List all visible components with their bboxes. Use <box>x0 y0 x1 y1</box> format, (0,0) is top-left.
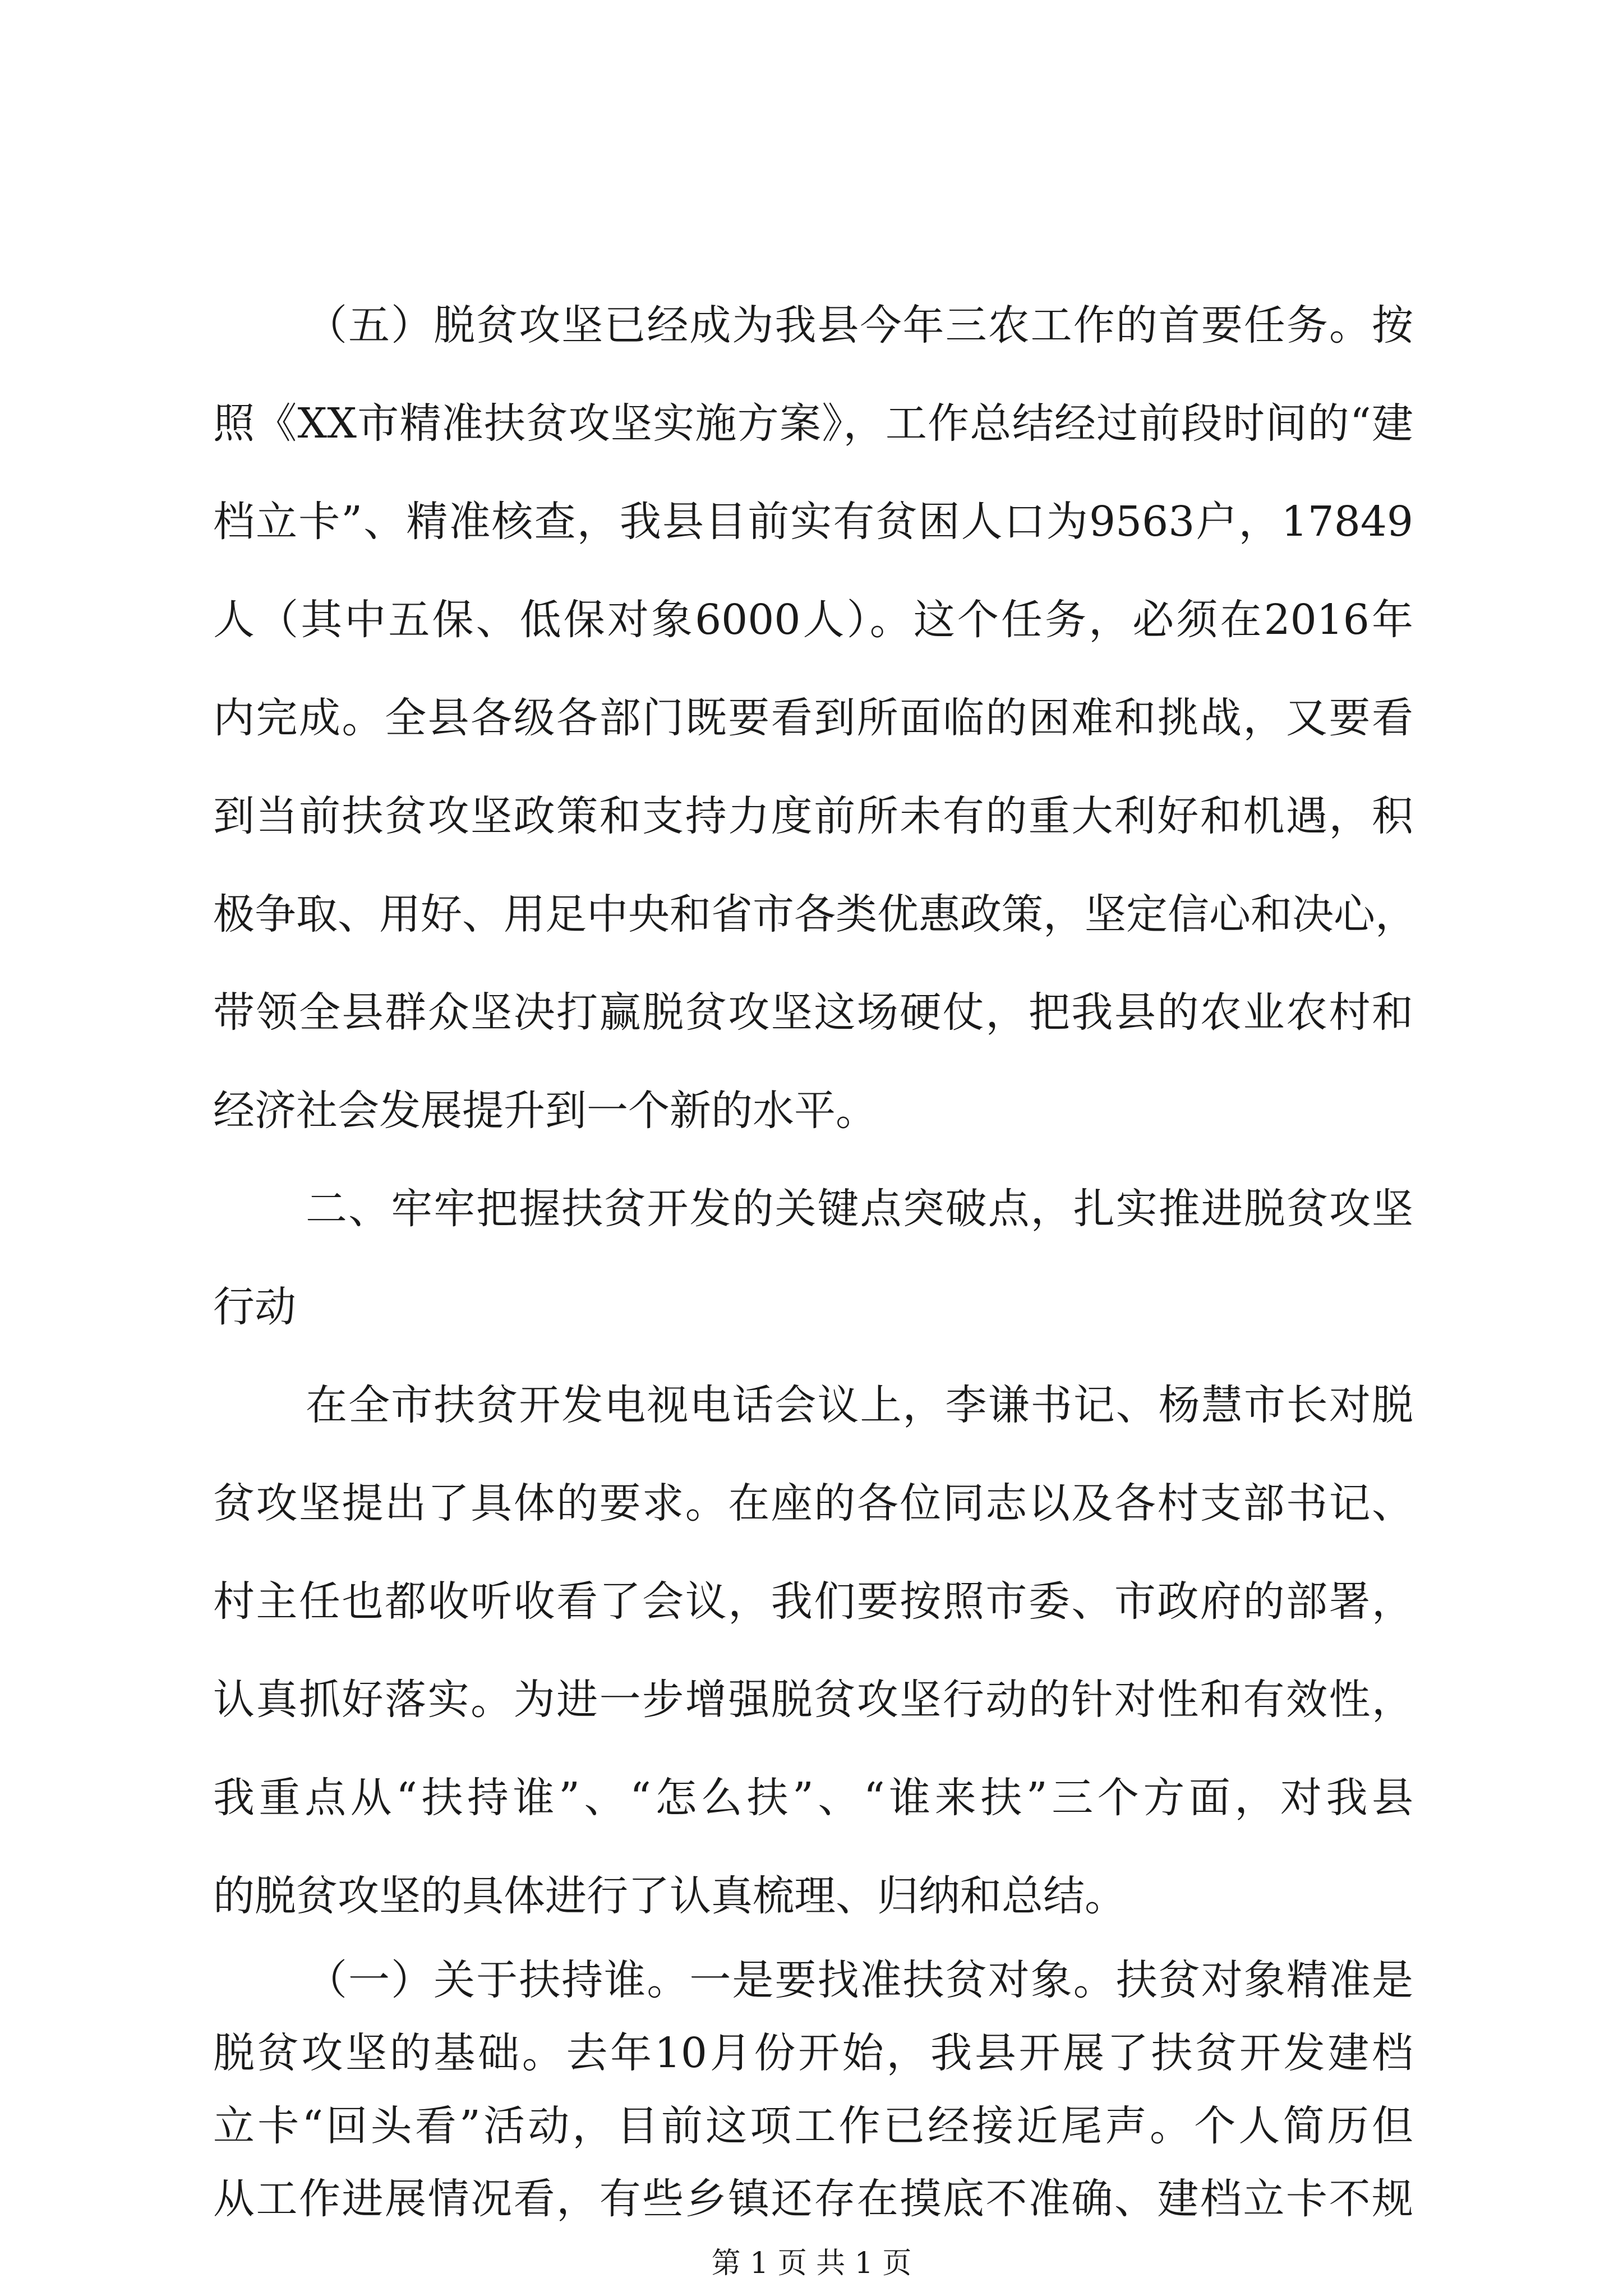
text-line: 立卡“回头看”活动，目前这项工作已经接近尾声。个人简历但 <box>213 2102 1413 2150</box>
section-heading-line: 行动 <box>213 1283 296 1331</box>
text-line: 带领全县群众坚决打赢脱贫攻坚这场硬仗，把我县的农业农村和 <box>213 988 1413 1037</box>
text-line: 从工作进展情况看，有些乡镇还存在摸底不准确、建档立卡不规 <box>213 2175 1413 2223</box>
text-line: 经济社会发展提升到一个新的水平。 <box>213 1087 877 1135</box>
text-line: 到当前扶贫攻坚政策和支持力度前所未有的重大利好和机遇，积 <box>213 792 1413 840</box>
text-line: 的脱贫攻坚的具体进行了认真梳理、归纳和总结。 <box>213 1872 1126 1920</box>
text-line: 贫攻坚提出了具体的要求。在座的各位同志以及各村支部书记、 <box>213 1479 1413 1527</box>
text-line: 照《XX市精准扶贫攻坚实施方案》，工作总结经过前段时间的“建 <box>213 399 1413 448</box>
text-line: 人（其中五保、低保对象6000人）。这个任务，必须在2016年 <box>213 596 1413 644</box>
text-line: 在全市扶贫开发电视电话会议上，李谦书记、杨慧市长对脱 <box>306 1381 1413 1429</box>
text-line: 脱贫攻坚的基础。去年10月份开始，我县开展了扶贫开发建档 <box>213 2029 1413 2077</box>
page-number-footer: 第 1 页 共 1 页 <box>711 2247 912 2280</box>
text-line: 极争取、用好、用足中央和省市各类优惠政策，坚定信心和决心， <box>213 890 1417 938</box>
text-line: 档立卡”、精准核查，我县目前实有贫困人口为9563户，17849 <box>213 498 1413 546</box>
text-line: 内完成。全县各级各部门既要看到所面临的困难和挑战，又要看 <box>213 694 1413 742</box>
text-line: 我重点从“扶持谁”、“怎么扶”、“谁来扶”三个方面，对我县 <box>213 1774 1413 1822</box>
text-line: 村主任也都收听收看了会议，我们要按照市委、市政府的部署， <box>213 1577 1413 1626</box>
section-heading-line: 二、牢牢把握扶贫开发的关键点突破点，扎实推进脱贫攻坚 <box>306 1185 1413 1233</box>
text-line: （五）脱贫攻坚已经成为我县今年三农工作的首要任务。按 <box>306 301 1413 349</box>
text-line: 认真抓好落实。为进一步增强脱贫攻坚行动的针对性和有效性， <box>213 1676 1413 1724</box>
text-line: （一）关于扶持谁。一是要找准扶贫对象。扶贫对象精准是 <box>306 1956 1413 2004</box>
